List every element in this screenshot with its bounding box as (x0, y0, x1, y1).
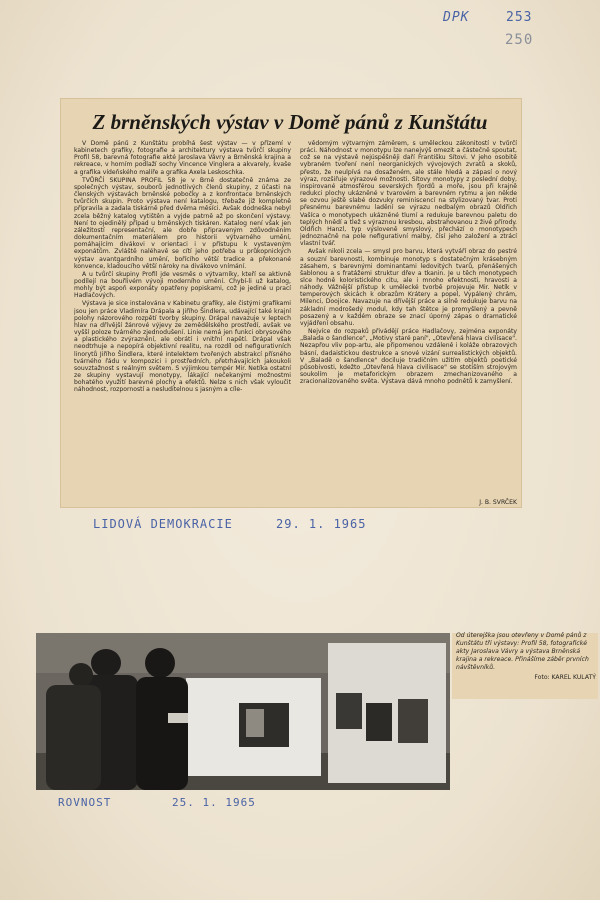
article-paragraph: A u tvůrčí skupiny Profil jde vesměs o výtvarníky, kteří se aktivně podílejí na bouřlivém vývoji moderního umění. Chybí-li už katalog, mohly být aspoň exponáty opatřeny popiskami, což je jediné u prací Hadlačových. (74, 270, 291, 300)
article-paragraph: Nejvíce do rozpaků přivádějí práce Hadlačovy, zejména exponáty „Balada o šandlence", „Motivy staré paní", „Otevřená hlava civilisace". Nezapřou vliv pop-artu, ale připomenou vzdáleně i koláže obrazových básní, dadaistickou destrukce a snové vizání surrealistických objektů. V „Baladě o šandlence" dociluje tradičním užitím objektů poetické působivosti, kdežto „Otevřená hlava civilisace" se stotiším strojovým soukolím je metaforickým obrazem zmechanizovaného a zracionalizovaného světa. Výstava dává mnoho podnětů k zamyšlení. (300, 328, 517, 386)
article-paragraph: vědomým výtvarným záměrem, s uměleckou zákonitostí v tvůrčí práci. Náhodnost v monotypu lze nanejvýš omezit a částečně spoutat, což se na výstavě nejúspěšněji daří Františku Sítovi. V jeho osobitě vybraném tvoření není neorganických vývojových zvratů a skoků, přesto, že neulpívá na dosaženém, ale stále hledá a zápasí o nový výraz, rozšiřuje výrazové možnosti. Sítovy monotypy z poslední doby, inspirované atmosférou severských fjordů a moře, jsou při krajně redukci plochy ukázněné v tvarovém a barevném rytmu a jen někde se ozvou ještě slabé dozvuky reminiscencí na stylizovaný tvar. Proti přesnému barevnému ladění se výrazu nedbalým obrazů Oldřich Vašíca o monotypech ukázněné tlumí a redukuje barevnou paletu do teplých hnědí a tlež s výraznou kresbou, abstrahovanou z živé přírody. Oldřich Hanzl, typ výsloveně smyslový, přechází o monotypech jednoznačně na pole nefigurativní malby, čísí jeho založení a ztrácí vlastní tvář. (300, 140, 517, 248)
article-column-left (74, 140, 291, 500)
article-paragraph: V Domě pánů z Kunštátu probíhá šest výstav — v přízemí v kabinetech grafiky, fotografie a architektury výstava tvůrčí skupiny Profil 58, barevná fotografie akté Jaroslava Vávry a Brněnská krajina a rekreace, v horním podlaží sochy Vincence Vinglera a akvarely, kvaše a grafika vídeňského malíře a grafika Axela Leskoschka. (74, 140, 291, 176)
source-newspaper-note: ROVNOST (58, 796, 112, 809)
archive-code-note: DPK (443, 10, 470, 25)
photo-caption-text: Od úterejška jsou otevřeny v Domě pánů z Kunštátu tři výstavy: Profil 58, fotografické akty Jaroslava Vávry a výstava Brněnská krajina a rekreace. Přinášíme záběr prvních návštěvníků. (456, 632, 589, 671)
source-newspaper-note: LIDOVÁ DEMOKRACIE (93, 517, 233, 531)
article-headline: Z brněnských výstav v Domě pánů z Kunštátu (92, 110, 488, 134)
source-date-note: 25. 1. 1965 (172, 796, 256, 809)
photo-credit: Foto: KAREL KULATÝ (534, 674, 596, 681)
article-paragraph: Výstava je sice instalována v Kabinetu grafiky, ale čistými grafikami jsou jen práce Vladimíra Drápala a Jiřího Šindlera, udávající také krajní polohy názorového rozpětí tvorby skupiny. Drápal navazuje v leptech hlav na dřívější žánrové výjevy ze zemědělského prostředí, avšak ve vyšší poloze tvárného zjednodušení. Linie nemá jen funkci obrysového a plastického zvýraznění, ale obrátí i vnitřní napětí. Drápal však neodtrhuje a nepopírá objektivní realitu, na rozdíl od nefigurativních linorytů Jiřího Šindlera, které intelektem tvořených abstrakcí přísného tvárného řádu v kompozici i prostředních, přetrhávajících jakoukoli souvztažnost s reálným světem. S výjimkou tempér Mir. Netíka ostatní ze skupiny vystavují monotypy, lákající nečekanými možnostmi bohatého využití barevné plochy a efektů. Nelze s nich však vyloučit náhodnost, rozporností a nesluditelnou s jasným a cíle- (74, 300, 291, 394)
source-date-note: 29. 1. 1965 (276, 517, 367, 531)
article-column-right (300, 140, 517, 500)
archive-page-alt-note: 250 (505, 32, 534, 48)
archive-page-note: 253 (506, 10, 533, 25)
photo-caption (456, 632, 596, 682)
article-byline: J. B. SVRČEK (479, 499, 517, 506)
exhibition-photo (36, 633, 450, 790)
article-paragraph: Avšak nikoli zcela — smysl pro barvu, která vytváří obraz do pestré a souzní barevností, kombinuje monotyp s dostatečným krásebným zásahem, s barevnými dominantami ledovitých tvarů, přenášených šablonou a s fratážemi struktur dřev a tkanin. Je u těch monotypech slce hodně koloristického citu, ale i mnoho efektnosti, hravosti a náhody. Vážnější přístup k umělecké tvorbě projevuje Mir. Netík v temperových skicách k obrazům Krátery a popel, Vypálený chrám, Milenci, Doojice. Navazuje na dřívější práce a silně redukuje barvu na základní modrošedý modul, kdy tah štětce je promyšlený a pevně posazený a v každém obraze se znací úporný zápas o dramatické vyjádření obsahu. (300, 248, 517, 327)
article-paragraph: TVŮRČÍ SKUPINA PROFIL 58 je v Brně dostatečně známa ze společných výstav, souborů jednotlivých členů skupiny, z účasti na členských výstavách brněnské pobočky a z konfrontace brněnských tvůrčích skupin. Proto výstava není katalogu, třebaže již kompletně připravila a zadala tiskárně před dvěma měsíci. Avšak dodneška nebyl zcela běžný katalog vytištěn a vyjde patrně až po skončení výstavy. Není to ojedinělý případ u brněnských tiskáren. Katalog není však jen záležitostí representační, ale dobře připraveným zdůvodněním dokumentačním materiálem pro historii výtvarného umění, pomáhajícím divákovi v orientaci i v přístupu k vystaveným exponátům. Zvláště naléhavě se cítí jeho potřeba u průkopnických výstav avantgardního umění, bořícího větší tradice a překonané konvence, kladoucího větší nároky na divákovo vnímání. (74, 176, 291, 270)
exhibition-photo-image (36, 633, 450, 790)
